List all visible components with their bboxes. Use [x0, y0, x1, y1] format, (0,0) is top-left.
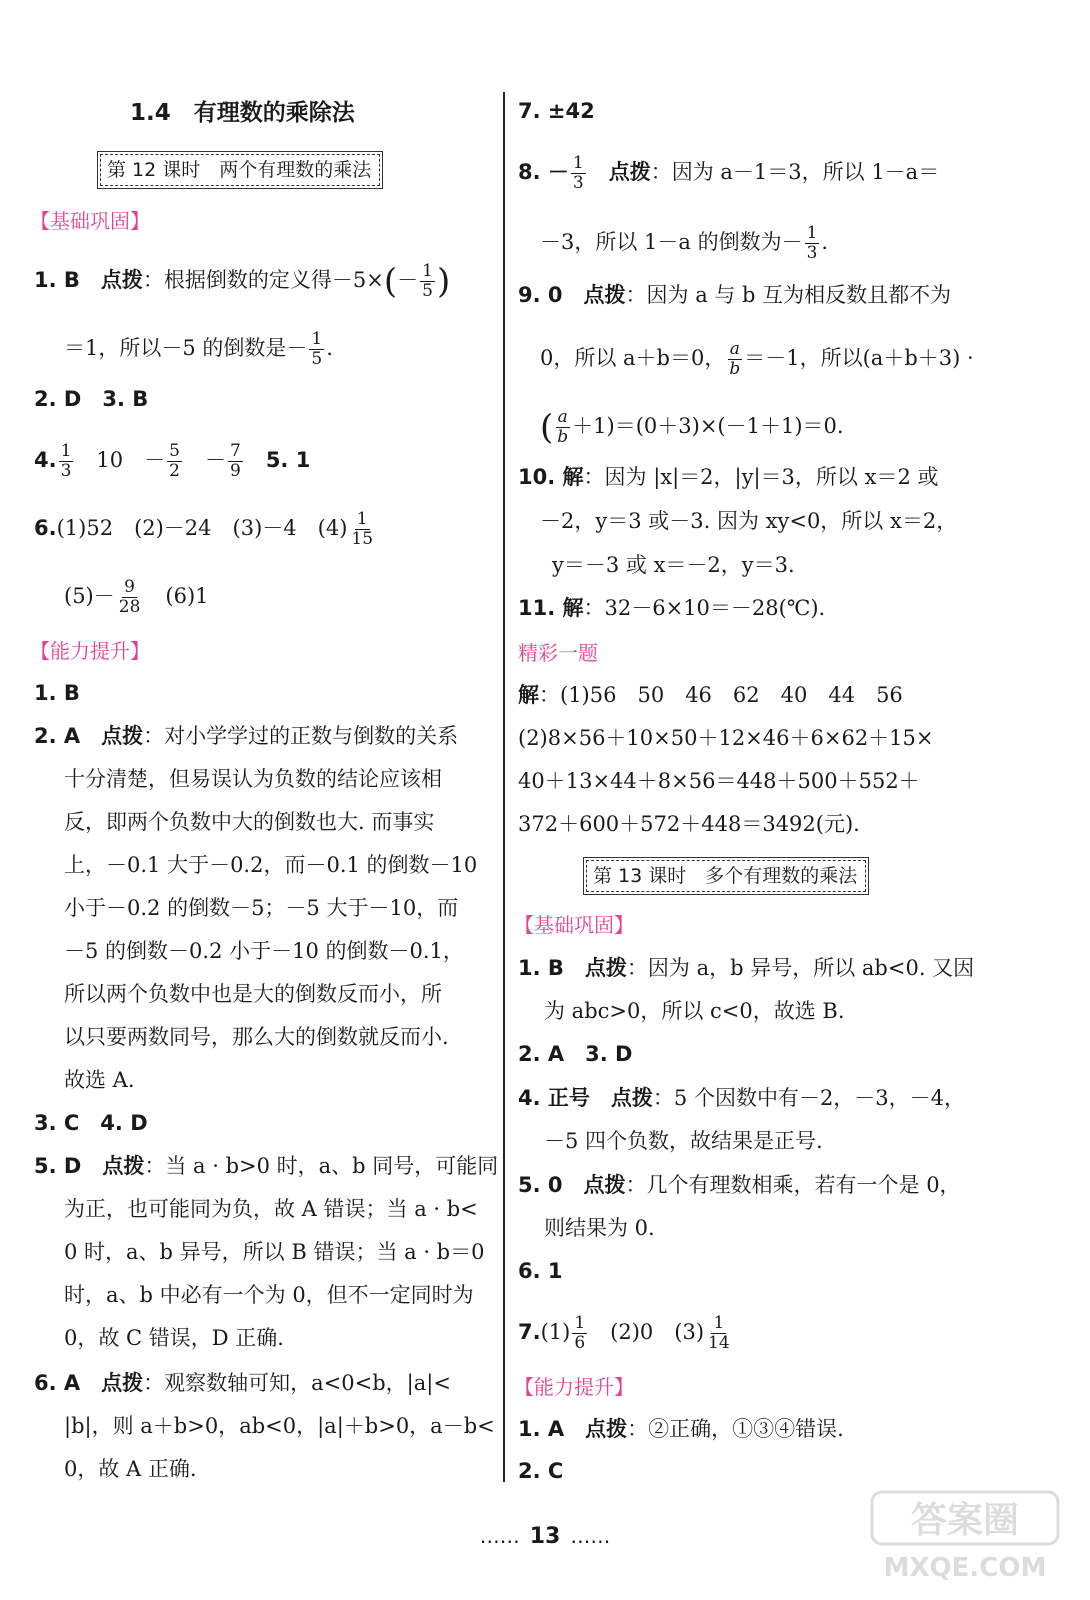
answer-c2: 2. C — [518, 1459, 564, 1483]
answer-2-3: 2. D 3. B — [34, 387, 149, 411]
ability-answer-1: 1. B — [34, 681, 80, 705]
text-line: 则结果为 0. — [544, 1216, 655, 1240]
footer-dots-left: …… — [479, 1524, 520, 1548]
text-line: 0，故 C 错误，D 正确. — [64, 1326, 284, 1350]
text-line: 0，故 A 正确. — [64, 1457, 197, 1481]
ability-answer-3-4: 3. C 4. D — [34, 1111, 148, 1135]
text-line: 十分清楚，但易误认为负数的结论应该相 — [64, 767, 442, 791]
svg-text:MXQE.COM: MXQE.COM — [883, 1553, 1047, 1583]
text-line: (2)8×56＋10×50＋12×46＋6×62＋15× — [518, 726, 934, 750]
answer-9: 9. 0 点拨：因为 a 与 b 互为相反数且都不为 — [518, 283, 952, 307]
text-line: y＝－3 或 x＝－2，y＝3. — [552, 553, 795, 577]
answer-b2-3: 2. A 3. D — [518, 1042, 633, 1066]
fraction: $\frac{1}{5}$ — [422, 261, 433, 301]
text-line: 所以两个负数中也是大的倒数反而小，所 — [64, 982, 442, 1006]
answer-7: 7. ±42 — [518, 99, 595, 123]
text-line: 为正，也可能同为负，故 A 错误；当 a · b< — [64, 1197, 478, 1221]
answer-8: 8. － $\frac{1}{3}$ 点拨：因为 a－1＝3，所以 1－a＝ — [518, 153, 940, 193]
text-line: 40＋13×44＋8×56＝448＋500＋552＋ — [518, 769, 920, 793]
lesson-13-title: 第 13 课时 多个有理数的乘法 — [586, 860, 866, 892]
answer-8-cont: －3，所以 1－a 的倒数为－ $\frac{1}{3}$ . — [540, 223, 829, 263]
text-line: －2，y＝3 或－3. 因为 xy<0，所以 x＝2， — [540, 509, 958, 533]
answer-6: 6.(1)52 (2)－24 (3)－4 (4) $\frac{1}{15}$ — [34, 509, 374, 549]
text-line: 时，a、b 中必有一个为 0，但不一定同时为 — [64, 1283, 474, 1307]
answer-11: 11. 解：32－6×10＝－28(℃). — [518, 596, 826, 620]
text-line: 372＋600＋572＋448＝3492(元). — [518, 812, 860, 836]
answer-1: 1. B 点拨：根据倒数的定义得－5×(－ $\frac{1}{5}$ ) — [34, 261, 451, 302]
lesson-12-title: 第 12 课时 两个有理数的乘法 — [100, 154, 380, 186]
ability-section-label-2: 【能力提升】 — [514, 1375, 634, 1399]
highlight-section-label: 精彩一题 — [518, 641, 598, 665]
basic-section-label-2: 【基础巩固】 — [514, 913, 634, 937]
highlight-answer: 解：(1)56 50 46 62 40 44 56 — [518, 683, 903, 707]
text-line: 上，－0.1 大于－0.2，而－0.1 的倒数－10 — [64, 853, 478, 877]
section-title: 1.4 有理数的乘除法 — [130, 100, 355, 126]
ability-answer-6: 6. A 点拨：观察数轴可知，a<0<b，|a|< — [34, 1371, 451, 1395]
ability-answer-5: 5. D 点拨：当 a · b>0 时，a、b 同号，可能同 — [34, 1154, 499, 1178]
answer-b4: 4. 正号 点拨：5 个因数中有－2，－3，－4， — [518, 1086, 966, 1110]
column-divider — [503, 92, 505, 1482]
footer-dots-right: …… — [570, 1524, 611, 1548]
answer-10: 10. 解：因为 |x|＝2，|y|＝3，所以 x＝2 或 — [518, 465, 939, 489]
answer-9-cont: 0，所以 a＋b＝0， $\frac{a}{b}$ ＝－1，所以(a＋b＋3) · — [540, 339, 974, 379]
text-line: 反，即两个负数中大的倒数也大. 而事实 — [64, 810, 435, 834]
text-line: 以只要两数同号，那么大的倒数就反而小. — [64, 1025, 449, 1049]
page-number: 13 — [529, 1524, 561, 1549]
text-line: 为 abc>0，所以 c<0，故选 B. — [544, 999, 845, 1023]
text-line: |b|，则 a＋b>0，ab<0，|a|＋b>0，a－b< — [64, 1414, 495, 1438]
ability-section-label: 【能力提升】 — [30, 639, 150, 663]
answer-c1: 1. A 点拨：②正确，①③④错误. — [518, 1417, 844, 1441]
answer-9-cont-2: ( $\frac{a}{b}$ ＋1)＝(0＋3)×(－1＋1)＝0. — [540, 407, 844, 448]
text-line: 小于－0.2 的倒数－5；－5 大于－10，而 — [64, 896, 459, 920]
text-line: 故选 A. — [64, 1068, 135, 1092]
svg-text:答案圈: 答案圈 — [910, 1500, 1020, 1541]
answer-1-cont: ＝1，所以－5 的倒数是－ $\frac{1}{5}$ . — [64, 329, 333, 369]
text-line: －5 的倒数－0.2 小于－10 的倒数－0.1， — [64, 939, 464, 963]
basic-section-label: 【基础巩固】 — [30, 209, 150, 233]
answer-4-5: 4. $\frac{1}{3}$ 10 － $\frac{5}{2}$ － $\frac{7}{9}$ 5. 1 — [34, 441, 311, 481]
watermark-logo — [870, 1488, 1060, 1584]
text-line: －5 四个负数，故结果是正号. — [544, 1129, 823, 1153]
answer-b5: 5. 0 点拨：几个有理数相乘，若有一个是 0， — [518, 1173, 961, 1197]
answer-b7: 7.(1) $\frac{1}{6}$ (2)0 (3) $\frac{1}{14}$ — [518, 1313, 730, 1353]
ability-answer-2: 2. A 点拨：对小学学过的正数与倒数的关系 — [34, 724, 459, 748]
answer-b6: 6. 1 — [518, 1259, 563, 1283]
text-line: 0 时，a、b 异号，所以 B 错误；当 a · b＝0 — [64, 1240, 485, 1264]
answer-6-cont: (5)－ $\frac{9}{28}$ (6)1 — [64, 577, 209, 617]
answer-b1: 1. B 点拨：因为 a，b 异号，所以 ab<0. 又因 — [518, 956, 975, 980]
